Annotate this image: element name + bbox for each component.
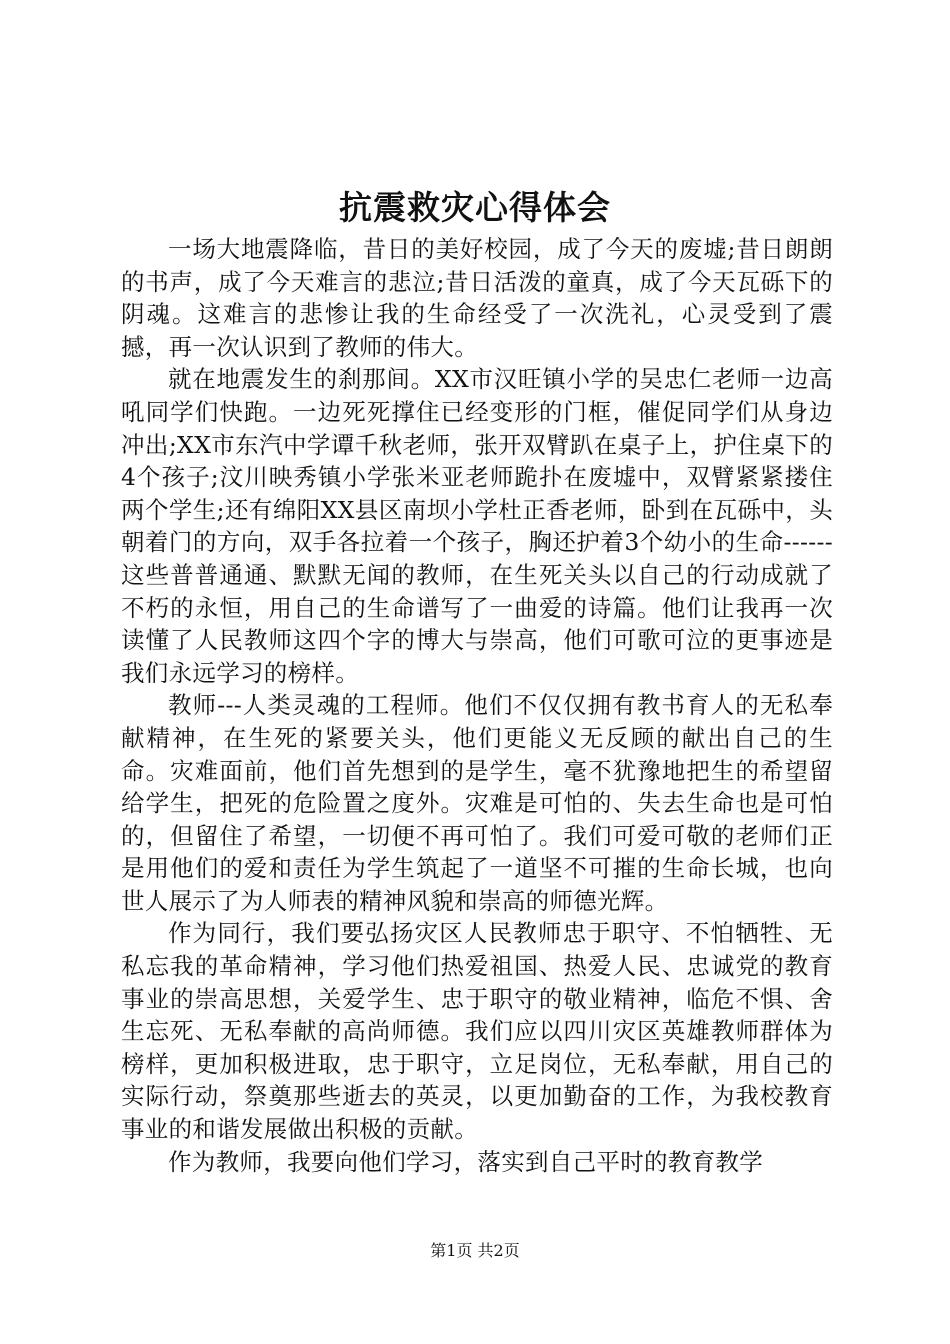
- paragraph-4: 作为同行，我们要弘扬灾区人民教师忠于职守、不怕牺牲、无私忘我的革命精神，学习他们热爱祖国、热爱人民、忠诚党的教育事业的崇高思想，关爱学生、忠于职守的敬业精神，临危不惧、舍生忘死、无私奉献的高尚师德。我们应以四川灾区英雄教师群体为榜样，更加积极进取，忠于职守，立足岗位，无私奉献，用自己的实际行动，祭奠那些逝去的英灵，以更加勤奋的工作，为我校教育事业的和谐发展做出积极的贡献。: [121, 919, 833, 1144]
- paragraph-5: 作为教师，我要向他们学习，落实到自己平时的教育教学: [168, 1147, 763, 1176]
- document-title: 抗震救灾心得体会: [339, 188, 611, 227]
- page-number-footer: 第1页 共2页: [430, 1241, 520, 1260]
- paragraph-3: 教师---人类灵魂的工程师。他们不仅仅拥有教书育人的无私奉献精神，在生死的紧要关头，他们更能义无反顾的献出自己的生命。灾难面前，他们首先想到的是学生，毫不犹豫地把生的希望留给学生，把死的危险置之度外。灾难是可怕的、失去生命也是可怕的，但留住了希望，一切便不再可怕了。我们可爱可敬的老师们正是用他们的爱和责任为学生筑起了一道坚不可摧的生命长城，也向世人展示了为人师表的精神风貌和崇高的师德光辉。: [121, 691, 833, 915]
- document-body: [121, 233, 833, 1178]
- paragraph-1: 一场大地震降临，昔日的美好校园，成了今天的废墟;昔日朗朗的书声，成了今天难言的悲泣;昔日活泼的童真，成了今天瓦砾下的阴魂。这难言的悲惨让我的生命经受了一次洗礼，心灵受到了震撼，再一次认识到了教师的伟大。: [121, 235, 833, 361]
- paragraph-2: 就在地震发生的刹那间。XX市汉旺镇小学的吴忠仁老师一边高吼同学们快跑。一边死死撑住已经变形的门框，催促同学们从身边冲出;XX市东汽中学谭千秋老师，张开双臂趴在桌子上，护住桌下的4个孩子;汶川映秀镇小学张米亚老师跪扑在废墟中，双臂紧紧搂住两个学生;还有绵阳XX县区南坝小学杜正香老师，卧到在瓦砾中，头朝着门的方向，双手各拉着一个孩子，胸还护着3个幼小的生命------这些普普通通、默默无闻的教师，在生死关头以自己的行动成就了不朽的永恒，用自己的生命谱写了一曲爱的诗篇。他们让我再一次读懂了人民教师这四个字的博大与崇高，他们可歌可泣的更事迹是我们永远学习的榜样。: [121, 365, 833, 687]
